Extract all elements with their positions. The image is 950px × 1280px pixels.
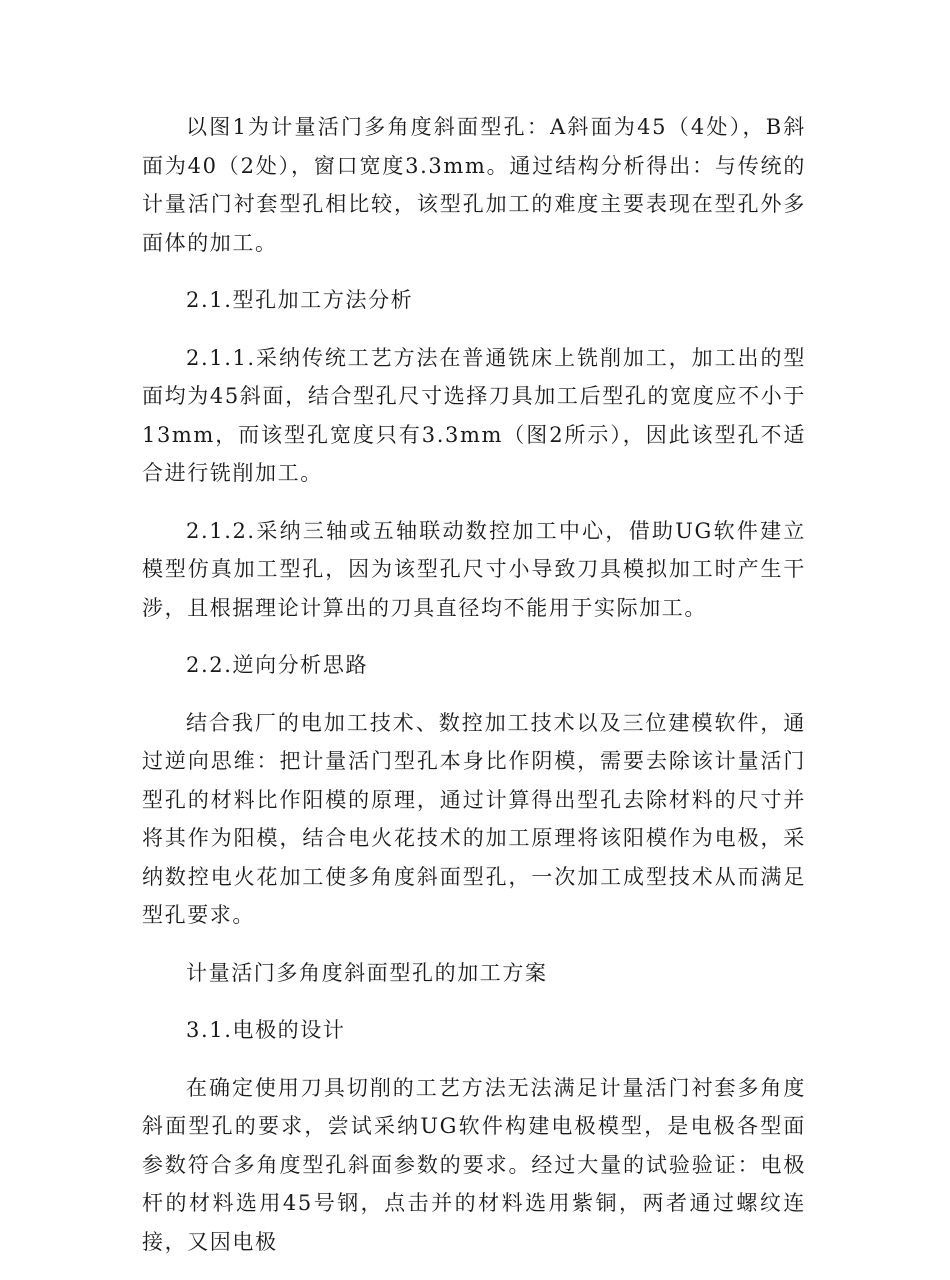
paragraph-electrode-design: 在确定使用刀具切削的工艺方法无法满足计量活门衬套多角度斜面型孔的要求，尝试采纳UG软件构建电极模型，是电极各型面参数符合多角度型孔斜面参数的要求。经过大量的试验验证：电极杆的材料选用45号钢，点击并的材料选用紫铜，两者通过螺纹连接，又因电极 [142,1075,806,1254]
heading-section-3: 计量活门多角度斜面型孔的加工方案 [186,960,548,985]
heading-3-1: 3.1.电极的设计 [186,1018,346,1042]
paragraph-intro: 以图1为计量活门多角度斜面型孔：A斜面为45（4处），B斜面为40（2处），窗口宽度3.3mm。通过结构分析得出：与传统的计量活门衬套型孔相比较，该型孔加工的难度主要表现在型孔外多面体的加工。 [142,115,806,255]
heading-2-2: 2.2.逆向分析思路 [186,653,369,677]
paragraph-2-1-1: 2.1.1.采纳传统工艺方法在普通铣床上铣削加工，加工出的型面均为45斜面，结合型孔尺寸选择刀具加工后型孔的宽度应不小于13mm，而该型孔宽度只有3.3mm（图2所示），因此该型孔不适合进行铣削加工。 [142,345,806,485]
paragraph-reverse-analysis: 结合我厂的电加工技术、数控加工技术以及三位建模软件，通过逆向思维：把计量活门型孔本身比作阴模，需要去除该计量活门型孔的材料比作阳模的原理，通过计算得出型孔去除材料的尺寸并将其作为阳模，结合电火花技术的加工原理将该阳模作为电极，采纳数控电火花加工使多角度斜面型孔，一次加工成型技术从而满足型孔要求。 [142,710,806,927]
document-body [142,108,806,1280]
paragraph-2-1-2: 2.1.2.采纳三轴或五轴联动数控加工中心，借助UG软件建立模型仿真加工型孔，因为该型孔尺寸小导致刀具模拟加工时产生干涉，且根据理论计算出的刀具直径均不能用于实际加工。 [142,518,806,620]
heading-2-1: 2.1.型孔加工方法分析 [186,288,414,312]
